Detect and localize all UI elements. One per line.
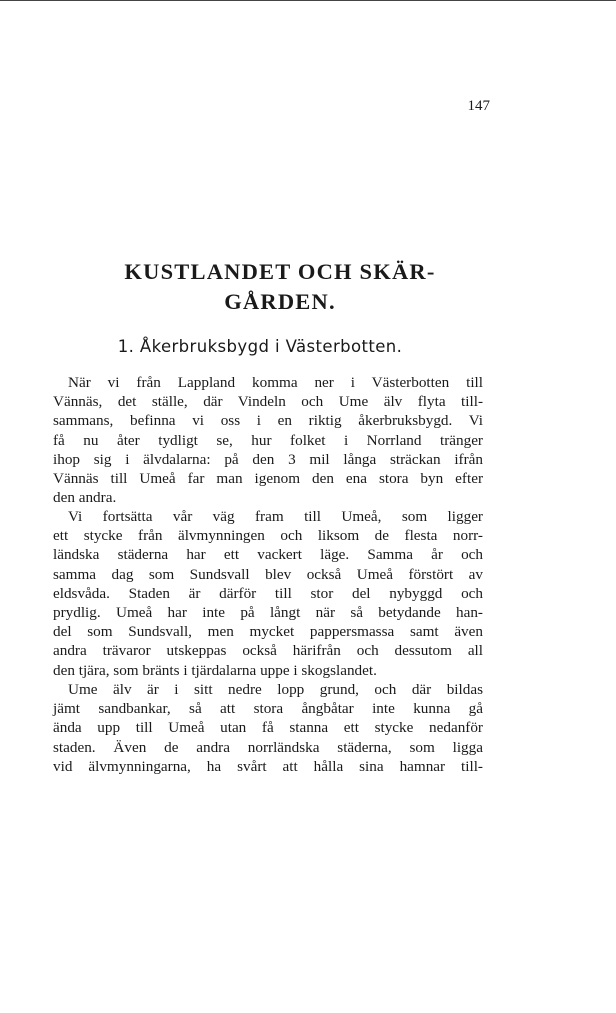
text-line: den andra. bbox=[53, 489, 117, 507]
text-line: Vi fortsätta vår väg fram till Umeå, som ligger bbox=[68, 508, 483, 525]
text-line: staden. Även de andra norrländska städerna, som ligga bbox=[53, 738, 483, 756]
text-line: ihop sig i älvdalarna: på den 3 mil långa sträckan ifrån bbox=[53, 450, 483, 468]
paragraph-2 bbox=[53, 507, 483, 680]
text-line: sammans, befinna vi oss i en riktig åkerbruksbygd. Vi bbox=[53, 412, 483, 430]
paragraph-1 bbox=[53, 373, 483, 507]
text-line: andra trävaror utskeppas också härifrån och dessutom all bbox=[53, 642, 483, 660]
text-line: ett stycke från älvmynningen och liksom de flesta norr- bbox=[53, 527, 483, 545]
section-heading: 1. Åkerbruksbygd i Västerbotten. bbox=[117, 337, 403, 356]
chapter-title bbox=[40, 257, 520, 317]
text-line: vid älvmynningarna, ha svårt att hålla sina hamnar till- bbox=[53, 757, 483, 775]
text-line: den tjära, som bränts i tjärdalarna uppe i skogslandet. bbox=[53, 661, 377, 679]
page-number: 147 bbox=[467, 98, 490, 114]
paragraph-3 bbox=[53, 680, 483, 776]
text-line: ländska städerna har ett vackert läge. Samma år och bbox=[53, 546, 483, 564]
text-line: få nu åter tydligt se, hur folket i Norrland tränger bbox=[53, 431, 483, 449]
text-line: del som Sundsvall, men mycket pappersmassa samt även bbox=[53, 623, 483, 641]
text-line: jämt sandbankar, så att stora ångbåtar inte kunna gå bbox=[53, 700, 483, 718]
page-top-edge bbox=[0, 0, 616, 1]
text-line: När vi från Lappland komma ner i Västerbotten till bbox=[68, 374, 483, 391]
text-line: samma dag som Sundsvall blev också Umeå förstört av bbox=[53, 565, 483, 583]
text-line: Ume älv är i sitt nedre lopp grund, och där bildas bbox=[68, 681, 483, 698]
text-line: Vännäs till Umeå far man igenom den ena stora byn efter bbox=[53, 469, 483, 487]
chapter-title-line: GÅRDEN. bbox=[224, 289, 336, 314]
text-line: Vännäs, det ställe, där Vindeln och Ume älv flyta till- bbox=[53, 393, 483, 411]
text-line: eldsvåda. Staden är därför till stor del nybyggd och bbox=[53, 584, 483, 602]
chapter-title-line: KUSTLANDET OCH SKÄR- bbox=[124, 259, 436, 284]
text-line: prydlig. Umeå har inte på långt när så betydande han- bbox=[53, 603, 483, 621]
text-line: ända upp till Umeå utan få stanna ett stycke nedanför bbox=[53, 719, 483, 737]
